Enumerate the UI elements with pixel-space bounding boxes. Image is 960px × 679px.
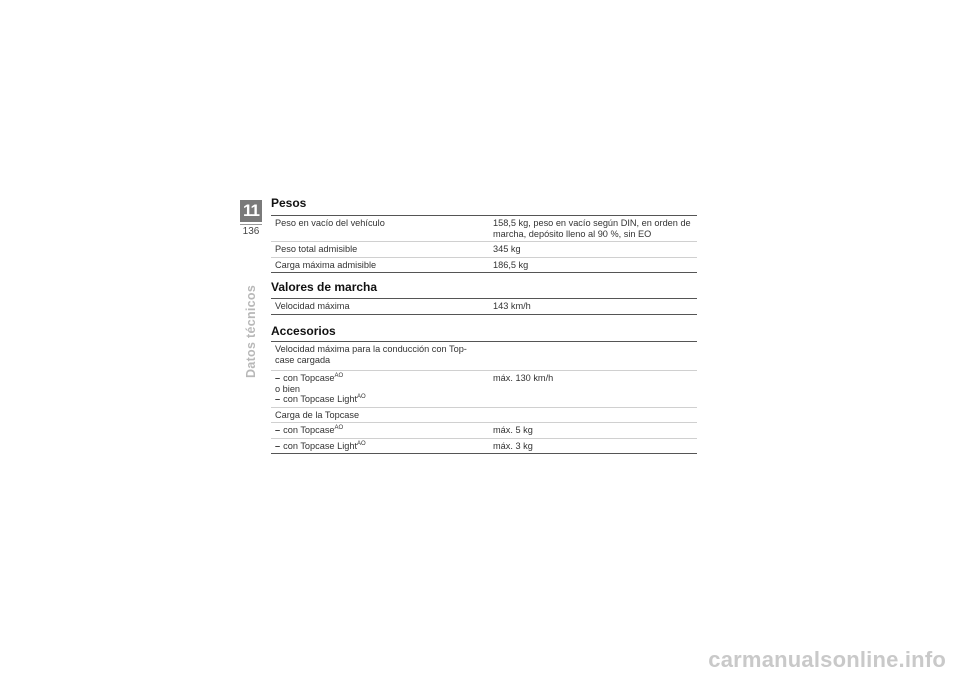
row-label: Peso en vacío del vehículo	[275, 218, 385, 228]
dash: –	[275, 425, 281, 435]
table-row	[271, 216, 697, 242]
label-text: con Topcase Light	[283, 394, 358, 404]
section-title-pesos: Pesos	[271, 196, 307, 210]
table-row	[271, 423, 697, 439]
table-pesos	[271, 215, 697, 273]
section-title-accesorios: Accesorios	[271, 324, 336, 338]
row-value: 345 kg	[493, 244, 521, 254]
row-label	[271, 371, 487, 408]
row-value: máx. 3 kg	[493, 440, 533, 451]
row-label: Velocidad máxima	[275, 301, 350, 311]
sup-ao: AO	[334, 425, 344, 431]
row-value: máx. 5 kg	[493, 425, 533, 435]
section-title-valores: Valores de marcha	[271, 280, 378, 294]
label-text: con Topcase	[283, 425, 335, 435]
row-label: Carga de la Topcase	[275, 409, 360, 420]
table-valores	[271, 298, 697, 315]
sup-ao: AO	[357, 440, 366, 447]
sup-ao: AO	[334, 373, 344, 379]
chapter-tab	[240, 200, 262, 237]
label-text: o bien	[275, 383, 301, 394]
page-number: 136	[240, 224, 262, 237]
table-row	[271, 407, 697, 423]
table-row	[271, 438, 697, 454]
sup-ao: AO	[357, 394, 366, 400]
label-text: con Topcase Light	[283, 440, 358, 451]
table-accesorios	[271, 341, 697, 454]
row-value: 158,5 kg, peso en vacío según DIN, en orden de marcha, depósito lleno al 90 %, sin EO	[493, 218, 691, 239]
row-label	[271, 438, 487, 454]
row-label: Carga máxima admisible	[275, 259, 377, 270]
table-row	[271, 242, 697, 258]
row-value: 143 km/h	[493, 301, 531, 311]
table-row	[271, 371, 697, 408]
dash: –	[275, 440, 281, 451]
dash: –	[275, 394, 281, 404]
label-text: con Topcase	[283, 373, 335, 383]
row-value: máx. 130 km/h	[493, 373, 554, 383]
row-label: Velocidad máxima para la conducción con Top-case cargada	[275, 344, 467, 365]
table-row	[271, 342, 697, 371]
chapter-title: Datos técnicos	[244, 284, 258, 378]
row-value	[487, 407, 697, 423]
watermark: carmanualsonline.info	[708, 647, 946, 672]
row-value	[487, 342, 697, 371]
row-label: Peso total admisible	[275, 244, 358, 254]
chapter-number: 11	[240, 200, 262, 222]
dash: –	[275, 373, 281, 383]
row-label	[271, 423, 487, 439]
table-row	[271, 257, 697, 273]
table-row	[271, 299, 697, 315]
row-value: 186,5 kg	[493, 259, 529, 270]
